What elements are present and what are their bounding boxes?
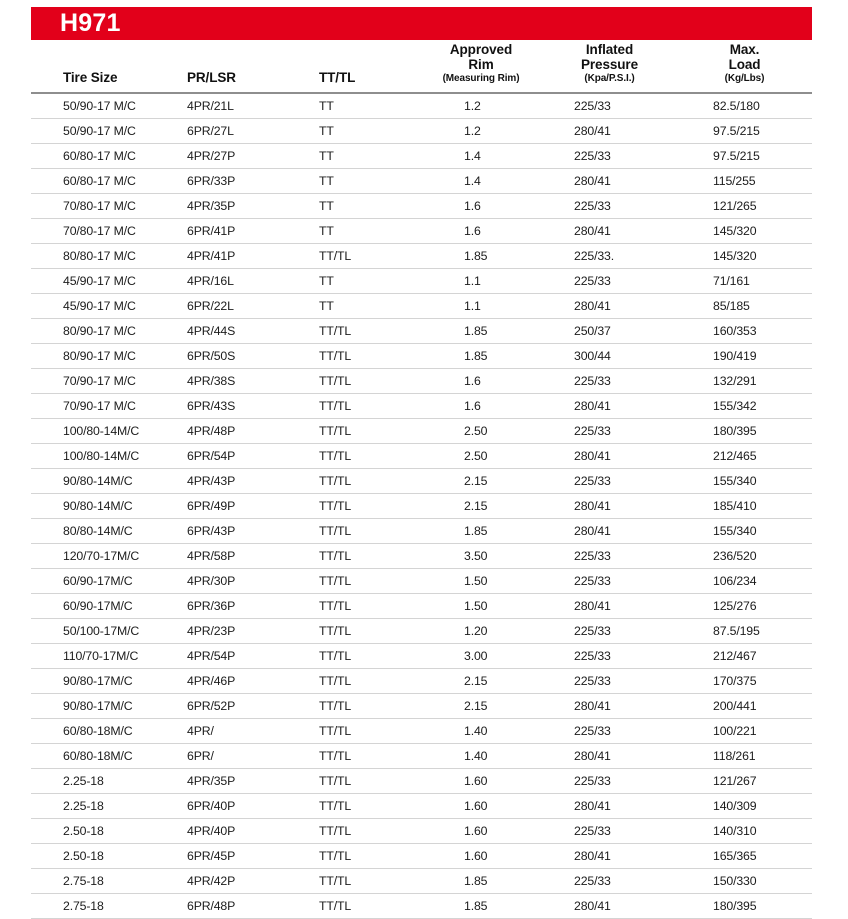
table-row [31,793,812,818]
table-cell: 155/340 [677,518,812,543]
table-cell: 280/41 [542,218,677,243]
table-cell: 80/90-17 M/C [31,343,175,368]
table-cell: 1.85 [420,518,542,543]
table-cell: 6PR/43P [175,518,305,543]
table-cell: TT [305,293,420,318]
product-title: H971 [60,9,121,37]
table-row [31,243,812,268]
table-cell: 1.6 [420,393,542,418]
header-label-max-load-line1: Max. [729,42,760,57]
table-cell: 4PR/38S [175,368,305,393]
table-cell: TT/TL [305,768,420,793]
table-cell: 6PR/54P [175,443,305,468]
table-cell: TT/TL [305,668,420,693]
table-row [31,818,812,843]
table-cell: 225/33 [542,768,677,793]
table-cell: 2.50-18 [31,843,175,868]
table-cell: 100/80-14M/C [31,443,175,468]
table-cell: 1.40 [420,718,542,743]
table-cell: 50/90-17 M/C [31,118,175,143]
table-cell: TT/TL [305,393,420,418]
table-cell: 80/80-14M/C [31,518,175,543]
table-cell: 2.15 [420,468,542,493]
table-cell: TT/TL [305,818,420,843]
header-label-approved-rim-line2: Rim [468,57,494,73]
table-cell: 3.50 [420,543,542,568]
table-cell: 4PR/27P [175,143,305,168]
table-cell: TT [305,118,420,143]
table-cell: 280/41 [542,793,677,818]
table-cell: 300/44 [542,343,677,368]
table-cell: 6PR/22L [175,293,305,318]
table-cell: 132/291 [677,368,812,393]
table-row [31,618,812,643]
table-cell: 6PR/27L [175,118,305,143]
table-cell: 1.60 [420,818,542,843]
table-cell: 280/41 [542,393,677,418]
table-cell: 90/80-17M/C [31,693,175,718]
table-cell: 2.50 [420,418,542,443]
table-cell: 225/33 [542,718,677,743]
table-cell: 97.5/215 [677,118,812,143]
table-cell: 121/265 [677,193,812,218]
table-cell: TT [305,168,420,193]
table-cell: 90/80-14M/C [31,493,175,518]
table-cell: 6PR/43S [175,393,305,418]
table-row [31,143,812,168]
header-label-max-load-line2: Load [728,57,761,73]
table-cell: 60/80-17 M/C [31,168,175,193]
table-cell: TT [305,268,420,293]
table-cell: TT/TL [305,368,420,393]
table-cell: 280/41 [542,743,677,768]
table-cell: 6PR/40P [175,793,305,818]
table-cell: TT/TL [305,893,420,918]
table-cell: 225/33 [542,543,677,568]
table-cell: TT/TL [305,343,420,368]
table-row [31,318,812,343]
table-cell: 280/41 [542,843,677,868]
table-cell: TT/TL [305,318,420,343]
table-cell: 1.85 [420,243,542,268]
table-cell: 185/410 [677,493,812,518]
table-cell: 4PR/42P [175,868,305,893]
table-cell: 1.85 [420,343,542,368]
table-cell: 225/33 [542,668,677,693]
table-row [31,118,812,143]
table-cell: 225/33 [542,468,677,493]
column-header-pr-lsr [175,42,305,93]
table-cell: 170/375 [677,668,812,693]
table-cell: 4PR/43P [175,468,305,493]
table-row [31,518,812,543]
table-cell: TT/TL [305,793,420,818]
table-cell: 1.1 [420,268,542,293]
table-cell: 280/41 [542,293,677,318]
table-cell: 200/441 [677,693,812,718]
table-cell: 4PR/ [175,718,305,743]
table-cell: 110/70-17M/C [31,643,175,668]
table-cell: 4PR/35P [175,768,305,793]
table-cell: 87.5/195 [677,618,812,643]
table-cell: 106/234 [677,568,812,593]
table-row [31,393,812,418]
table-cell: 280/41 [542,493,677,518]
column-header-approved-rim [420,42,542,93]
table-cell: TT/TL [305,493,420,518]
table-cell: 60/80-17 M/C [31,143,175,168]
table-cell: 4PR/23P [175,618,305,643]
table-cell: TT/TL [305,693,420,718]
table-cell: 6PR/45P [175,843,305,868]
table-row [31,743,812,768]
header-sublabel-measuring-rim: (Measuring Rim) [442,73,520,85]
table-cell: 45/90-17 M/C [31,268,175,293]
header-label-tt-tl: TT/TL [319,70,356,86]
table-cell: 70/90-17 M/C [31,393,175,418]
table-cell: TT/TL [305,443,420,468]
table-cell: 2.15 [420,668,542,693]
table-row [31,193,812,218]
table-cell: 225/33 [542,143,677,168]
table-cell: 2.15 [420,693,542,718]
header-sublabel-load-units: (Kg/Lbs) [724,73,765,85]
table-row [31,768,812,793]
table-cell: 4PR/16L [175,268,305,293]
table-cell: TT [305,193,420,218]
table-cell: 4PR/30P [175,568,305,593]
table-cell: 2.75-18 [31,893,175,918]
table-cell: TT/TL [305,468,420,493]
table-cell: 2.50-18 [31,818,175,843]
table-cell: 225/33 [542,93,677,118]
table-cell: 280/41 [542,443,677,468]
table-cell: 70/90-17 M/C [31,368,175,393]
table-cell: TT/TL [305,243,420,268]
table-cell: TT/TL [305,593,420,618]
table-cell: 80/80-17 M/C [31,243,175,268]
table-cell: 1.2 [420,93,542,118]
table-cell: 45/90-17 M/C [31,293,175,318]
header-label-approved-rim-line1: Approved [449,42,513,57]
table-cell: 50/90-17 M/C [31,93,175,118]
table-cell: 70/80-17 M/C [31,193,175,218]
table-cell: 1.40 [420,743,542,768]
table-cell: 225/33 [542,193,677,218]
table-cell: 225/33 [542,568,677,593]
table-cell: TT/TL [305,743,420,768]
table-cell: 60/90-17M/C [31,568,175,593]
table-cell: 1.2 [420,118,542,143]
table-cell: 6PR/49P [175,493,305,518]
table-cell: 71/161 [677,268,812,293]
header-label-inflated-pressure-line2: Pressure [581,57,638,73]
header-label-pr-lsr: PR/LSR [187,70,236,86]
table-cell: TT/TL [305,718,420,743]
table-cell: 1.85 [420,868,542,893]
table-row [31,543,812,568]
table-cell: TT/TL [305,518,420,543]
column-header-inflated-pressure [542,42,677,93]
table-cell: 6PR/33P [175,168,305,193]
table-cell: 1.1 [420,293,542,318]
table-cell: 280/41 [542,168,677,193]
table-cell: 3.00 [420,643,542,668]
table-cell: 280/41 [542,693,677,718]
table-cell: 100/221 [677,718,812,743]
table-cell: 190/419 [677,343,812,368]
table-row [31,418,812,443]
table-cell: 60/80-18M/C [31,718,175,743]
table-row [31,893,812,918]
table-cell: 6PR/52P [175,693,305,718]
table-row [31,268,812,293]
table-cell: 236/520 [677,543,812,568]
table-cell: 165/365 [677,843,812,868]
table-cell: 1.50 [420,568,542,593]
table-cell: 1.6 [420,193,542,218]
table-cell: TT/TL [305,643,420,668]
table-row [31,468,812,493]
table-cell: TT [305,143,420,168]
table-row [31,218,812,243]
table-cell: 2.15 [420,493,542,518]
table-cell: 140/310 [677,818,812,843]
table-row [31,868,812,893]
table-cell: 82.5/180 [677,93,812,118]
table-cell: 2.50 [420,443,542,468]
table-cell: 90/80-17M/C [31,668,175,693]
table-cell: 225/33 [542,643,677,668]
table-cell: 118/261 [677,743,812,768]
table-cell: TT/TL [305,418,420,443]
table-cell: 4PR/41P [175,243,305,268]
table-cell: 1.85 [420,893,542,918]
table-cell: 280/41 [542,593,677,618]
table-cell: 155/342 [677,393,812,418]
table-cell: 280/41 [542,518,677,543]
table-row [31,668,812,693]
table-cell: TT [305,218,420,243]
table-cell: 2.75-18 [31,868,175,893]
header-sublabel-pressure-units: (Kpa/P.S.I.) [584,73,635,85]
column-header-tt-tl [305,42,420,93]
table-cell: 6PR/36P [175,593,305,618]
table-cell: 1.4 [420,168,542,193]
table-cell: 4PR/35P [175,193,305,218]
table-cell: 180/395 [677,418,812,443]
table-cell: 4PR/40P [175,818,305,843]
table-row [31,693,812,718]
table-cell: 60/80-18M/C [31,743,175,768]
table-cell: TT/TL [305,868,420,893]
table-cell: 225/33 [542,368,677,393]
table-cell: 2.25-18 [31,793,175,818]
column-header-max-load [677,42,812,93]
table-cell: 155/340 [677,468,812,493]
header-label-inflated-pressure-line1: Inflated [585,42,634,57]
header-row [31,42,812,93]
table-cell: 225/33. [542,243,677,268]
table-cell: 160/353 [677,318,812,343]
table-header [31,42,812,93]
table-cell: 180/395 [677,893,812,918]
table-cell: 100/80-14M/C [31,418,175,443]
table-row [31,568,812,593]
table-cell: 1.50 [420,593,542,618]
table-cell: 1.60 [420,843,542,868]
table-cell: 225/33 [542,268,677,293]
table-row [31,493,812,518]
table-row [31,93,812,118]
table-cell: TT/TL [305,618,420,643]
table-cell: 125/276 [677,593,812,618]
table-cell: 2.25-18 [31,768,175,793]
table-cell: TT/TL [305,568,420,593]
table-row [31,343,812,368]
table-cell: 145/320 [677,243,812,268]
table-cell: 90/80-14M/C [31,468,175,493]
table-cell: 225/33 [542,818,677,843]
table-cell: 50/100-17M/C [31,618,175,643]
table-row [31,643,812,668]
table-cell: 225/33 [542,618,677,643]
table-row [31,718,812,743]
table-cell: 97.5/215 [677,143,812,168]
table-cell: 4PR/54P [175,643,305,668]
table-cell: 4PR/48P [175,418,305,443]
table-cell: TT/TL [305,843,420,868]
table-cell: 1.60 [420,793,542,818]
table-row [31,443,812,468]
table-cell: 1.4 [420,143,542,168]
table-row [31,843,812,868]
header-label-tire-size: Tire Size [63,70,118,86]
table-row [31,293,812,318]
table-cell: 6PR/50S [175,343,305,368]
spec-table-container [31,42,812,919]
table-cell: 70/80-17 M/C [31,218,175,243]
table-cell: 6PR/ [175,743,305,768]
table-row [31,368,812,393]
table-cell: 85/185 [677,293,812,318]
table-cell: 115/255 [677,168,812,193]
table-body [31,93,812,918]
table-cell: 4PR/44S [175,318,305,343]
table-cell: 280/41 [542,893,677,918]
table-cell: 80/90-17 M/C [31,318,175,343]
table-cell: 4PR/21L [175,93,305,118]
table-cell: 6PR/41P [175,218,305,243]
table-cell: 121/267 [677,768,812,793]
table-cell: 4PR/46P [175,668,305,693]
table-cell: TT [305,93,420,118]
table-cell: 225/33 [542,418,677,443]
table-cell: 280/41 [542,118,677,143]
table-cell: 140/309 [677,793,812,818]
table-cell: 1.6 [420,218,542,243]
table-cell: 4PR/58P [175,543,305,568]
table-row [31,593,812,618]
table-cell: 1.6 [420,368,542,393]
table-cell: 60/90-17M/C [31,593,175,618]
table-cell: 145/320 [677,218,812,243]
table-cell: 212/465 [677,443,812,468]
table-cell: 225/33 [542,868,677,893]
table-cell: 1.20 [420,618,542,643]
table-cell: TT/TL [305,543,420,568]
tire-spec-table [31,42,812,919]
table-cell: 250/37 [542,318,677,343]
table-cell: 120/70-17M/C [31,543,175,568]
product-banner [31,7,812,40]
table-cell: 1.85 [420,318,542,343]
table-cell: 212/467 [677,643,812,668]
table-cell: 1.60 [420,768,542,793]
table-cell: 6PR/48P [175,893,305,918]
column-header-tire-size [31,42,175,93]
table-cell: 150/330 [677,868,812,893]
table-row [31,168,812,193]
